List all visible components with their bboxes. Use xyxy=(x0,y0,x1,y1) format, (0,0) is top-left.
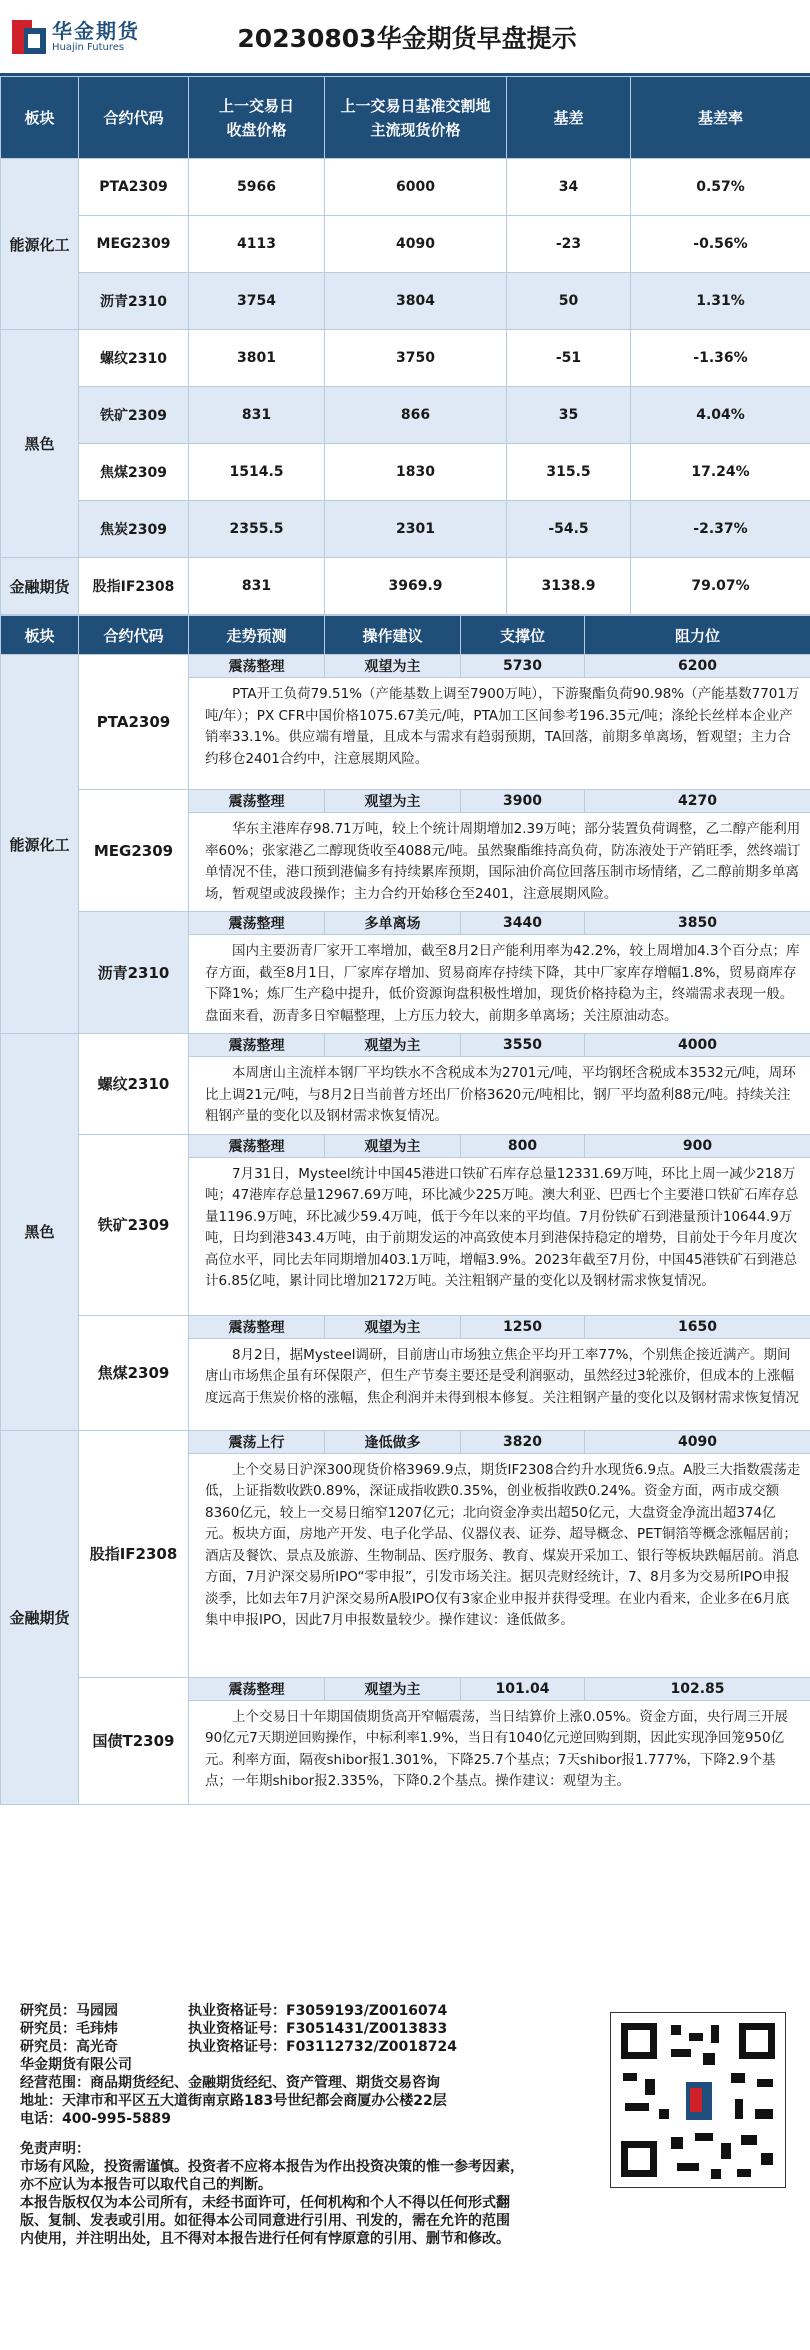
close-price: 831 xyxy=(189,387,325,444)
basis-rate: -2.37% xyxy=(631,501,810,558)
col-basis-rate: 基差率 xyxy=(631,77,810,159)
basis-rate: 4.04% xyxy=(631,387,810,444)
forecast-summary-row xyxy=(1,1034,810,1057)
close-price: 4113 xyxy=(189,216,325,273)
spot-price: 6000 xyxy=(325,159,507,216)
trend: 震荡整理 xyxy=(189,1034,325,1057)
contract-code: 焦炭2309 xyxy=(79,501,189,558)
forecast-summary-row xyxy=(1,1315,810,1338)
contract-code: 焦煤2309 xyxy=(79,444,189,501)
sector-ferrous: 黑色 xyxy=(1,1034,79,1431)
basis-rate: 79.07% xyxy=(631,558,810,615)
contract-code: 沥青2310 xyxy=(79,912,189,1034)
contract-code: 沥青2310 xyxy=(79,273,189,330)
advice: 观望为主 xyxy=(325,1134,461,1157)
company-logo xyxy=(12,20,186,54)
close-price: 3754 xyxy=(189,273,325,330)
col-resistance: 阻力位 xyxy=(585,616,810,655)
trend: 震荡整理 xyxy=(189,655,325,678)
basis-rate: 17.24% xyxy=(631,444,810,501)
disclaimer-line: 本报告版权仅为本公司所有，未经书面许可，任何机构和个人不得以任何形式翻 xyxy=(20,2195,510,2211)
col-code: 合约代码 xyxy=(79,616,189,655)
spot-price: 1830 xyxy=(325,444,507,501)
col-support: 支撑位 xyxy=(461,616,585,655)
forecast-summary-row xyxy=(1,912,810,935)
logo-mark-icon xyxy=(12,20,46,54)
sector-energy: 能源化工 xyxy=(1,159,79,330)
spot-price: 3804 xyxy=(325,273,507,330)
col-code: 合约代码 xyxy=(79,77,189,159)
trend: 震荡整理 xyxy=(189,1134,325,1157)
support: 800 xyxy=(461,1134,585,1157)
disclaimer-line: 内使用，并注明出处，且不得对本报告进行任何有悖原意的引用、删节和修改。 xyxy=(20,2231,510,2247)
researcher-cert: 执业资格证号：F3059193/Z0016074 xyxy=(188,2003,448,2019)
trend: 震荡整理 xyxy=(189,790,325,813)
basis-value: 3138.9 xyxy=(507,558,631,615)
col-sector: 板块 xyxy=(1,616,79,655)
company-address: 地址：天津市和平区五大道街南京路183号世纪都会商厦办公楼22层 xyxy=(20,2093,447,2109)
support: 5730 xyxy=(461,655,585,678)
contract-code: MEG2309 xyxy=(79,790,189,912)
resistance: 900 xyxy=(585,1134,810,1157)
basis-table-header xyxy=(1,77,810,159)
sector-financial: 金融期货 xyxy=(1,558,79,615)
contract-code: 铁矿2309 xyxy=(79,1134,189,1315)
sector-financial: 金融期货 xyxy=(1,1430,79,1804)
support: 3550 xyxy=(461,1034,585,1057)
contract-code: 焦煤2309 xyxy=(79,1315,189,1430)
qr-center-logo-icon xyxy=(683,2079,715,2123)
trend: 震荡上行 xyxy=(189,1430,325,1453)
trend: 震荡整理 xyxy=(189,912,325,935)
basis-rate: 0.57% xyxy=(631,159,810,216)
spot-price: 866 xyxy=(325,387,507,444)
table-row xyxy=(1,159,810,216)
advice: 逢低做多 xyxy=(325,1430,461,1453)
resistance: 6200 xyxy=(585,655,810,678)
forecast-summary-row xyxy=(1,655,810,678)
forecast-summary-row xyxy=(1,1430,810,1453)
col-spot: 上一交易日基准交割地 主流现货价格 xyxy=(325,77,507,159)
sector-energy: 能源化工 xyxy=(1,655,79,1034)
advice: 观望为主 xyxy=(325,1315,461,1338)
table-row xyxy=(1,387,810,444)
close-price: 831 xyxy=(189,558,325,615)
logo-english-name: Huajin Futures xyxy=(52,41,125,53)
qr-code-icon xyxy=(610,2012,786,2188)
researcher-cert: 执业资格证号：F3051431/Z0013833 xyxy=(188,2021,448,2037)
analysis-text: 上个交易日沪深300现货价格3969.9点，期货IF2308合约升水现货6.9点。A股三大指数震荡走低，上证指数收跌0.89%，深证成指收跌0.35%，创业板指收跌0.24%。资金方面，两市成交额8360亿元，较上一交易日缩窄1207亿元；北向资金净卖出超50亿元，大盘资金净流出超374亿元。板块方面，房地产开发、电子化学品、仪器仪表、证券、超导概念、PET铜箔等概念涨幅居前；酒店及餐饮、景点及旅游、生物制品、医疗服务、教育、煤炭开采加工、银行等板块跌幅居前。消息方面，7月沪深交易所IPO“零申报”，引发市场关注。据贝壳财经统计，7、8月多为交易所IPO申报淡季，比如去年7月沪深交易所A股IPO仅有3家企业申报并获得受理。在业内看来，企业多在6月底集中申报IPO，因此7月申报数量较少。操作建议：逢低做多。 xyxy=(189,1453,810,1677)
sector-ferrous: 黑色 xyxy=(1,330,79,558)
company-name: 华金期货有限公司 xyxy=(20,2057,132,2073)
report-header xyxy=(0,0,810,76)
researcher-name: 研究员：马园园 xyxy=(20,2003,118,2019)
analysis-text: 国内主要沥青厂家开工率增加，截至8月2日产能利用率为42.2%，较上周增加4.3个百分点；库存方面，截至8月1日，厂家库存增加、贸易商库存持续下降，其中厂家库存增幅1.8%，贸易商库存下降1%；炼厂生产稳中提升，低价资源询盘积极性增加，现货价格持稳为主，终端需求表现一般。盘面来看，沥青多日窄幅整理，上方压力较大，前期多单离场；关注原油动态。 xyxy=(189,935,810,1034)
spot-price: 4090 xyxy=(325,216,507,273)
basis-rate: 1.31% xyxy=(631,273,810,330)
support: 101.04 xyxy=(461,1677,585,1700)
contract-code: 螺纹2310 xyxy=(79,330,189,387)
basis-value: -54.5 xyxy=(507,501,631,558)
spot-price: 2301 xyxy=(325,501,507,558)
spot-price: 3969.9 xyxy=(325,558,507,615)
table-row xyxy=(1,558,810,615)
contract-code: 国债T2309 xyxy=(79,1677,189,1804)
contract-code: 股指IF2308 xyxy=(79,558,189,615)
support: 3440 xyxy=(461,912,585,935)
analysis-text: 上个交易日十年期国债期货高开窄幅震荡，当日结算价上涨0.05%。资金方面，央行周三开展90亿元7天期逆回购操作，中标利率1.9%，当日有1040亿元逆回购到期，因此实现净回笼950亿元。利率方面，隔夜shibor报1.301%，下降25.7个基点；7天shibor报1.777%，下降2.9个基点；一年期shibor报2.335%，下降0.2个基点。操作建议：观望为主。 xyxy=(189,1700,810,1804)
table-row xyxy=(1,330,810,387)
advice: 观望为主 xyxy=(325,655,461,678)
trend: 震荡整理 xyxy=(189,1677,325,1700)
support: 1250 xyxy=(461,1315,585,1338)
advice: 观望为主 xyxy=(325,790,461,813)
basis-value: 315.5 xyxy=(507,444,631,501)
analysis-text: PTA开工负荷79.51%（产能基数上调至7900万吨），下游聚酯负荷90.98%（产能基数7701万吨/年）；PX CFR中国价格1075.67美元/吨，PTA加工区间参考196.35元/吨；涤纶长丝样本企业产销率33.1%。供应端有增量，且成本与需求有趋弱预期，TA回落，前期多单离场，暂观望；主力合约移仓2401合约中，注意展期风险。 xyxy=(189,678,810,790)
analysis-text: 本周唐山主流样本钢厂平均铁水不含税成本为2701元/吨，平均钢坯含税成本3532元/吨，周环比上调21元/吨，与8月2日当前普方坯出厂价格3620元/吨相比，钢厂平均盈利88元/吨。持续关注粗钢产量的变化以及钢材需求恢复情况。 xyxy=(189,1057,810,1135)
col-basis: 基差 xyxy=(507,77,631,159)
contract-code: 螺纹2310 xyxy=(79,1034,189,1135)
business-scope: 经营范围：商品期货经纪、金融期货经纪、资产管理、期货交易咨询 xyxy=(20,2075,440,2091)
resistance: 4000 xyxy=(585,1034,810,1057)
advice: 观望为主 xyxy=(325,1034,461,1057)
basis-table xyxy=(0,76,810,615)
contract-code: 铁矿2309 xyxy=(79,387,189,444)
analysis-text: 8月2日，据Mysteel调研，目前唐山市场独立焦企平均开工率77%，个别焦企接近满产。期间唐山市场焦企虽有环保限产，但生产节奏主要还是受利润驱动，虽然经过3轮涨价，但成本的上涨幅度远高于焦炭价格的涨幅，焦企利润并未得到根本修复。关注粗钢产量的变化以及钢材需求恢复情况 xyxy=(189,1338,810,1430)
table-row xyxy=(1,273,810,330)
advice: 观望为主 xyxy=(325,1677,461,1700)
report-footer xyxy=(0,1992,810,2350)
table-row xyxy=(1,444,810,501)
trend: 震荡整理 xyxy=(189,1315,325,1338)
resistance: 4270 xyxy=(585,790,810,813)
analysis-text: 华东主港库存98.71万吨，较上个统计周期增加2.39万吨；部分装置负荷调整，乙二醇产能利用率60%；张家港乙二醇现货收至4088元/吨。虽然聚酯维持高负荷，防冻液处于产销旺季，然终端订单情况不佳，港口预到港偏多有持续累库预期，国际油价高位回落压制市场情绪，乙二醇前期多单离场，暂观望或波段操作；主力合约开始移仓至2401，注意展期风险。 xyxy=(189,813,810,912)
basis-value: -23 xyxy=(507,216,631,273)
disclaimer-line: 版、复制、发表或引用。如征得本公司同意进行引用、刊发的，需在允许的范围 xyxy=(20,2213,510,2229)
analysis-text: 7月31日，Mysteel统计中国45港进口铁矿石库存总量12331.69万吨，环比上周一减少218万吨；47港库存总量12967.69万吨，环比减少225万吨。澳大利亚、巴西七个主要港口铁矿石库存总量1196.9万吨，环比减少59.4万吨，低于今年以来的平均值。7月份铁矿石到港量预计10644.9万吨，日均到港343.4万吨，由于前期发运的冲高致使本月到港保持稳定的增势，目前处于今年月度次高位水平，同比去年同期增加403.1万吨，增幅3.9%。2023年截至7月份，中国45港铁矿石到港总计6.85亿吨，累计同比增加2172万吨。关注粗钢产量的变化以及钢材需求恢复情况。 xyxy=(189,1157,810,1315)
company-phone: 电话：400-995-5889 xyxy=(20,2111,172,2127)
basis-rate: -0.56% xyxy=(631,216,810,273)
disclaimer-line: 亦不应认为本报告可以取代自己的判断。 xyxy=(20,2177,272,2193)
disclaimer-line: 市场有风险，投资需谨慎。投资者不应将本报告为作出投资决策的惟一参考因素， xyxy=(20,2159,524,2175)
col-close: 上一交易日 收盘价格 xyxy=(189,77,325,159)
spot-price: 3750 xyxy=(325,330,507,387)
resistance: 1650 xyxy=(585,1315,810,1338)
resistance: 4090 xyxy=(585,1430,810,1453)
table-row xyxy=(1,216,810,273)
close-price: 5966 xyxy=(189,159,325,216)
logo-chinese-name: 华金期货 xyxy=(52,18,140,43)
forecast-table-header xyxy=(1,616,810,655)
table-row xyxy=(1,501,810,558)
advice: 多单离场 xyxy=(325,912,461,935)
basis-value: 50 xyxy=(507,273,631,330)
forecast-summary-row xyxy=(1,790,810,813)
basis-value: 34 xyxy=(507,159,631,216)
close-price: 2355.5 xyxy=(189,501,325,558)
researcher-name: 研究员：高光奇 xyxy=(20,2039,118,2055)
contract-code: 股指IF2308 xyxy=(79,1430,189,1677)
forecast-table xyxy=(0,615,810,1805)
report-title: 20230803华金期货早盘提示 xyxy=(237,23,577,53)
basis-rate: -1.36% xyxy=(631,330,810,387)
forecast-summary-row xyxy=(1,1677,810,1700)
col-advice: 操作建议 xyxy=(325,616,461,655)
col-sector: 板块 xyxy=(1,77,79,159)
resistance: 102.85 xyxy=(585,1677,810,1700)
resistance: 3850 xyxy=(585,912,810,935)
disclaimer-title: 免责声明： xyxy=(20,2141,90,2157)
basis-value: -51 xyxy=(507,330,631,387)
col-trend: 走势预测 xyxy=(189,616,325,655)
close-price: 1514.5 xyxy=(189,444,325,501)
contract-code: MEG2309 xyxy=(79,216,189,273)
contract-code: PTA2309 xyxy=(79,655,189,790)
researcher-cert: 执业资格证号：F03112732/Z0018724 xyxy=(188,2039,457,2055)
support: 3900 xyxy=(461,790,585,813)
forecast-summary-row xyxy=(1,1134,810,1157)
support: 3820 xyxy=(461,1430,585,1453)
close-price: 3801 xyxy=(189,330,325,387)
contract-code: PTA2309 xyxy=(79,159,189,216)
researcher-name: 研究员：毛玮炜 xyxy=(20,2021,118,2037)
basis-value: 35 xyxy=(507,387,631,444)
